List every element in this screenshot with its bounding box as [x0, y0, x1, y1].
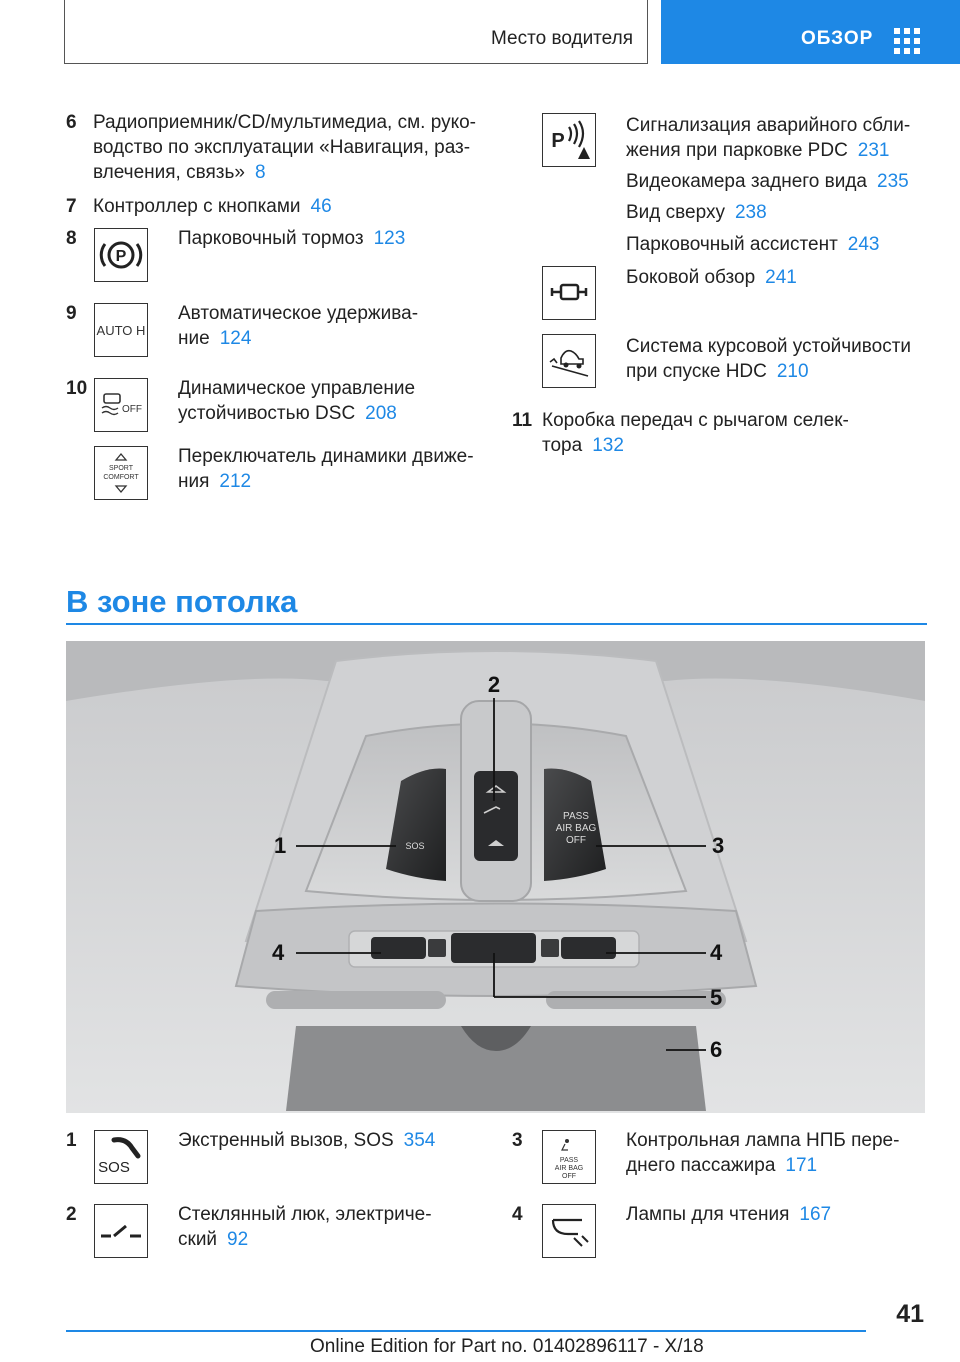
item-text: Сигнализация аварийного сбли- — [626, 115, 911, 136]
section-heading: В зоне потолка — [66, 584, 298, 619]
item-text: жения при парковке PDC — [626, 140, 848, 161]
svg-text:PASS: PASS — [559, 1157, 579, 1164]
item-text: Динамическое управление — [178, 378, 416, 399]
sport-comfort-icon — [94, 446, 148, 500]
item-number: 7 — [66, 196, 77, 217]
item-number: 4 — [512, 1204, 523, 1225]
svg-text:4: 4 — [710, 940, 723, 965]
page-number: 41 — [896, 1300, 924, 1328]
page-link[interactable]: 235 — [877, 171, 909, 192]
page-link[interactable]: 46 — [310, 196, 332, 217]
item-text: Стеклянный люк, электриче- — [178, 1204, 432, 1225]
page-link[interactable]: 132 — [592, 435, 624, 456]
item-text: Контрольная лампа НПБ пере- — [626, 1130, 900, 1151]
svg-text:OFF: OFF — [562, 1173, 576, 1180]
page-link[interactable]: 124 — [219, 328, 252, 349]
svg-text:SOS: SOS — [98, 1159, 130, 1176]
header-section-tab[interactable] — [661, 0, 960, 64]
passenger-airbag-icon — [542, 1130, 596, 1184]
svg-text:P: P — [115, 248, 127, 265]
item-text: Радиоприемник/CD/мультимедиа, см. руко- — [93, 112, 476, 133]
footer-edition-text: Online Edition for Part no. 01402896117 - X/18 — [310, 1336, 704, 1357]
svg-text:1: 1 — [274, 833, 287, 858]
svg-text:COMFORT: COMFORT — [103, 474, 139, 481]
svg-text:5: 5 — [710, 985, 723, 1010]
footer-divider — [66, 1330, 866, 1332]
sos-icon — [94, 1130, 148, 1184]
side-view-icon — [542, 266, 596, 320]
list-item — [626, 169, 909, 194]
item-text: ский — [178, 1229, 218, 1250]
page-link[interactable]: 171 — [785, 1155, 818, 1176]
page-link[interactable]: 167 — [799, 1204, 832, 1225]
page-link[interactable]: 231 — [857, 140, 890, 161]
section-divider — [66, 623, 927, 625]
svg-text:P: P — [551, 130, 565, 152]
item-text: Парковочный тормоз — [178, 228, 364, 249]
item-text: Вид сверху — [626, 202, 725, 223]
svg-text:SPORT: SPORT — [109, 465, 133, 472]
item-text: Автоматическое удержива- — [178, 303, 419, 324]
svg-text:PASS: PASS — [563, 811, 589, 822]
list-item — [626, 200, 767, 225]
list-item — [626, 334, 911, 384]
page-link[interactable]: 243 — [847, 234, 880, 255]
svg-text:OFF: OFF — [566, 835, 586, 846]
item-text: влечения, связь» — [93, 162, 245, 183]
item-text: ние — [178, 328, 210, 349]
svg-text:AIR BAG: AIR BAG — [554, 1165, 584, 1172]
item-text: Боковой обзор — [626, 267, 756, 288]
item-number: 11 — [512, 410, 533, 431]
header-section-title: ОБЗОР — [801, 28, 874, 49]
dsc-off-icon — [94, 378, 148, 432]
item-number: 3 — [512, 1130, 523, 1151]
page-link[interactable]: 354 — [403, 1130, 436, 1151]
header-chapter-tab — [64, 0, 648, 64]
item-number: 10 — [66, 378, 88, 399]
item-text: Парковочный ассистент — [626, 234, 838, 255]
header-chapter-title: Место водителя — [491, 28, 633, 49]
item-text: при спуске HDC — [626, 361, 767, 382]
page-link[interactable]: 8 — [254, 162, 266, 183]
svg-text:2: 2 — [487, 672, 501, 697]
reading-lamp-icon — [542, 1204, 596, 1258]
page-link[interactable]: 123 — [373, 228, 406, 249]
svg-text:SOS: SOS — [405, 841, 425, 851]
item-text: Коробка передач с рычагом селек- — [542, 410, 849, 431]
item-number: 1 — [66, 1130, 77, 1151]
page-link[interactable]: 238 — [734, 202, 767, 223]
item-text: тора — [542, 435, 583, 456]
item-text: ния — [178, 471, 210, 492]
svg-text:3: 3 — [712, 833, 725, 858]
item-number: 2 — [66, 1204, 77, 1225]
item-number: 9 — [66, 303, 77, 324]
item-text: устойчивостью DSC — [178, 403, 356, 424]
item-text: водство по эксплуатации «Навигация, раз- — [93, 137, 471, 158]
page-link[interactable]: 212 — [219, 471, 252, 492]
item-number: 8 — [66, 228, 77, 249]
item-text: Видеокамера заднего вида — [626, 171, 867, 192]
auto-hold-icon: AUTO H — [94, 303, 148, 357]
overhead-console-photo — [66, 641, 925, 1113]
list-item — [626, 113, 910, 163]
svg-text:AIR BAG: AIR BAG — [555, 823, 597, 834]
page-link[interactable]: 241 — [765, 267, 797, 288]
item-text: Контроллер с кнопками — [93, 196, 301, 217]
page-link[interactable]: 210 — [776, 361, 809, 382]
grid-menu-icon — [894, 28, 920, 54]
svg-text:OFF: OFF — [122, 404, 142, 415]
list-item — [626, 265, 797, 290]
parking-brake-icon — [94, 228, 148, 282]
list-item — [626, 232, 880, 257]
sunroof-icon — [94, 1204, 148, 1258]
svg-text:4: 4 — [272, 940, 285, 965]
page-link[interactable]: 208 — [365, 403, 397, 424]
item-text: Лампы для чтения — [626, 1204, 790, 1225]
item-text: Переключатель динамики движе- — [178, 446, 474, 467]
item-text: Система курсовой устойчивости — [626, 336, 912, 357]
item-text: днего пассажира — [626, 1155, 776, 1176]
item-number: 6 — [66, 112, 77, 133]
pdc-icon — [542, 113, 596, 167]
item-text: Экстренный вызов, SOS — [178, 1130, 394, 1151]
page-link[interactable]: 92 — [227, 1229, 249, 1250]
hdc-icon — [542, 334, 596, 388]
svg-text:6: 6 — [710, 1037, 723, 1062]
